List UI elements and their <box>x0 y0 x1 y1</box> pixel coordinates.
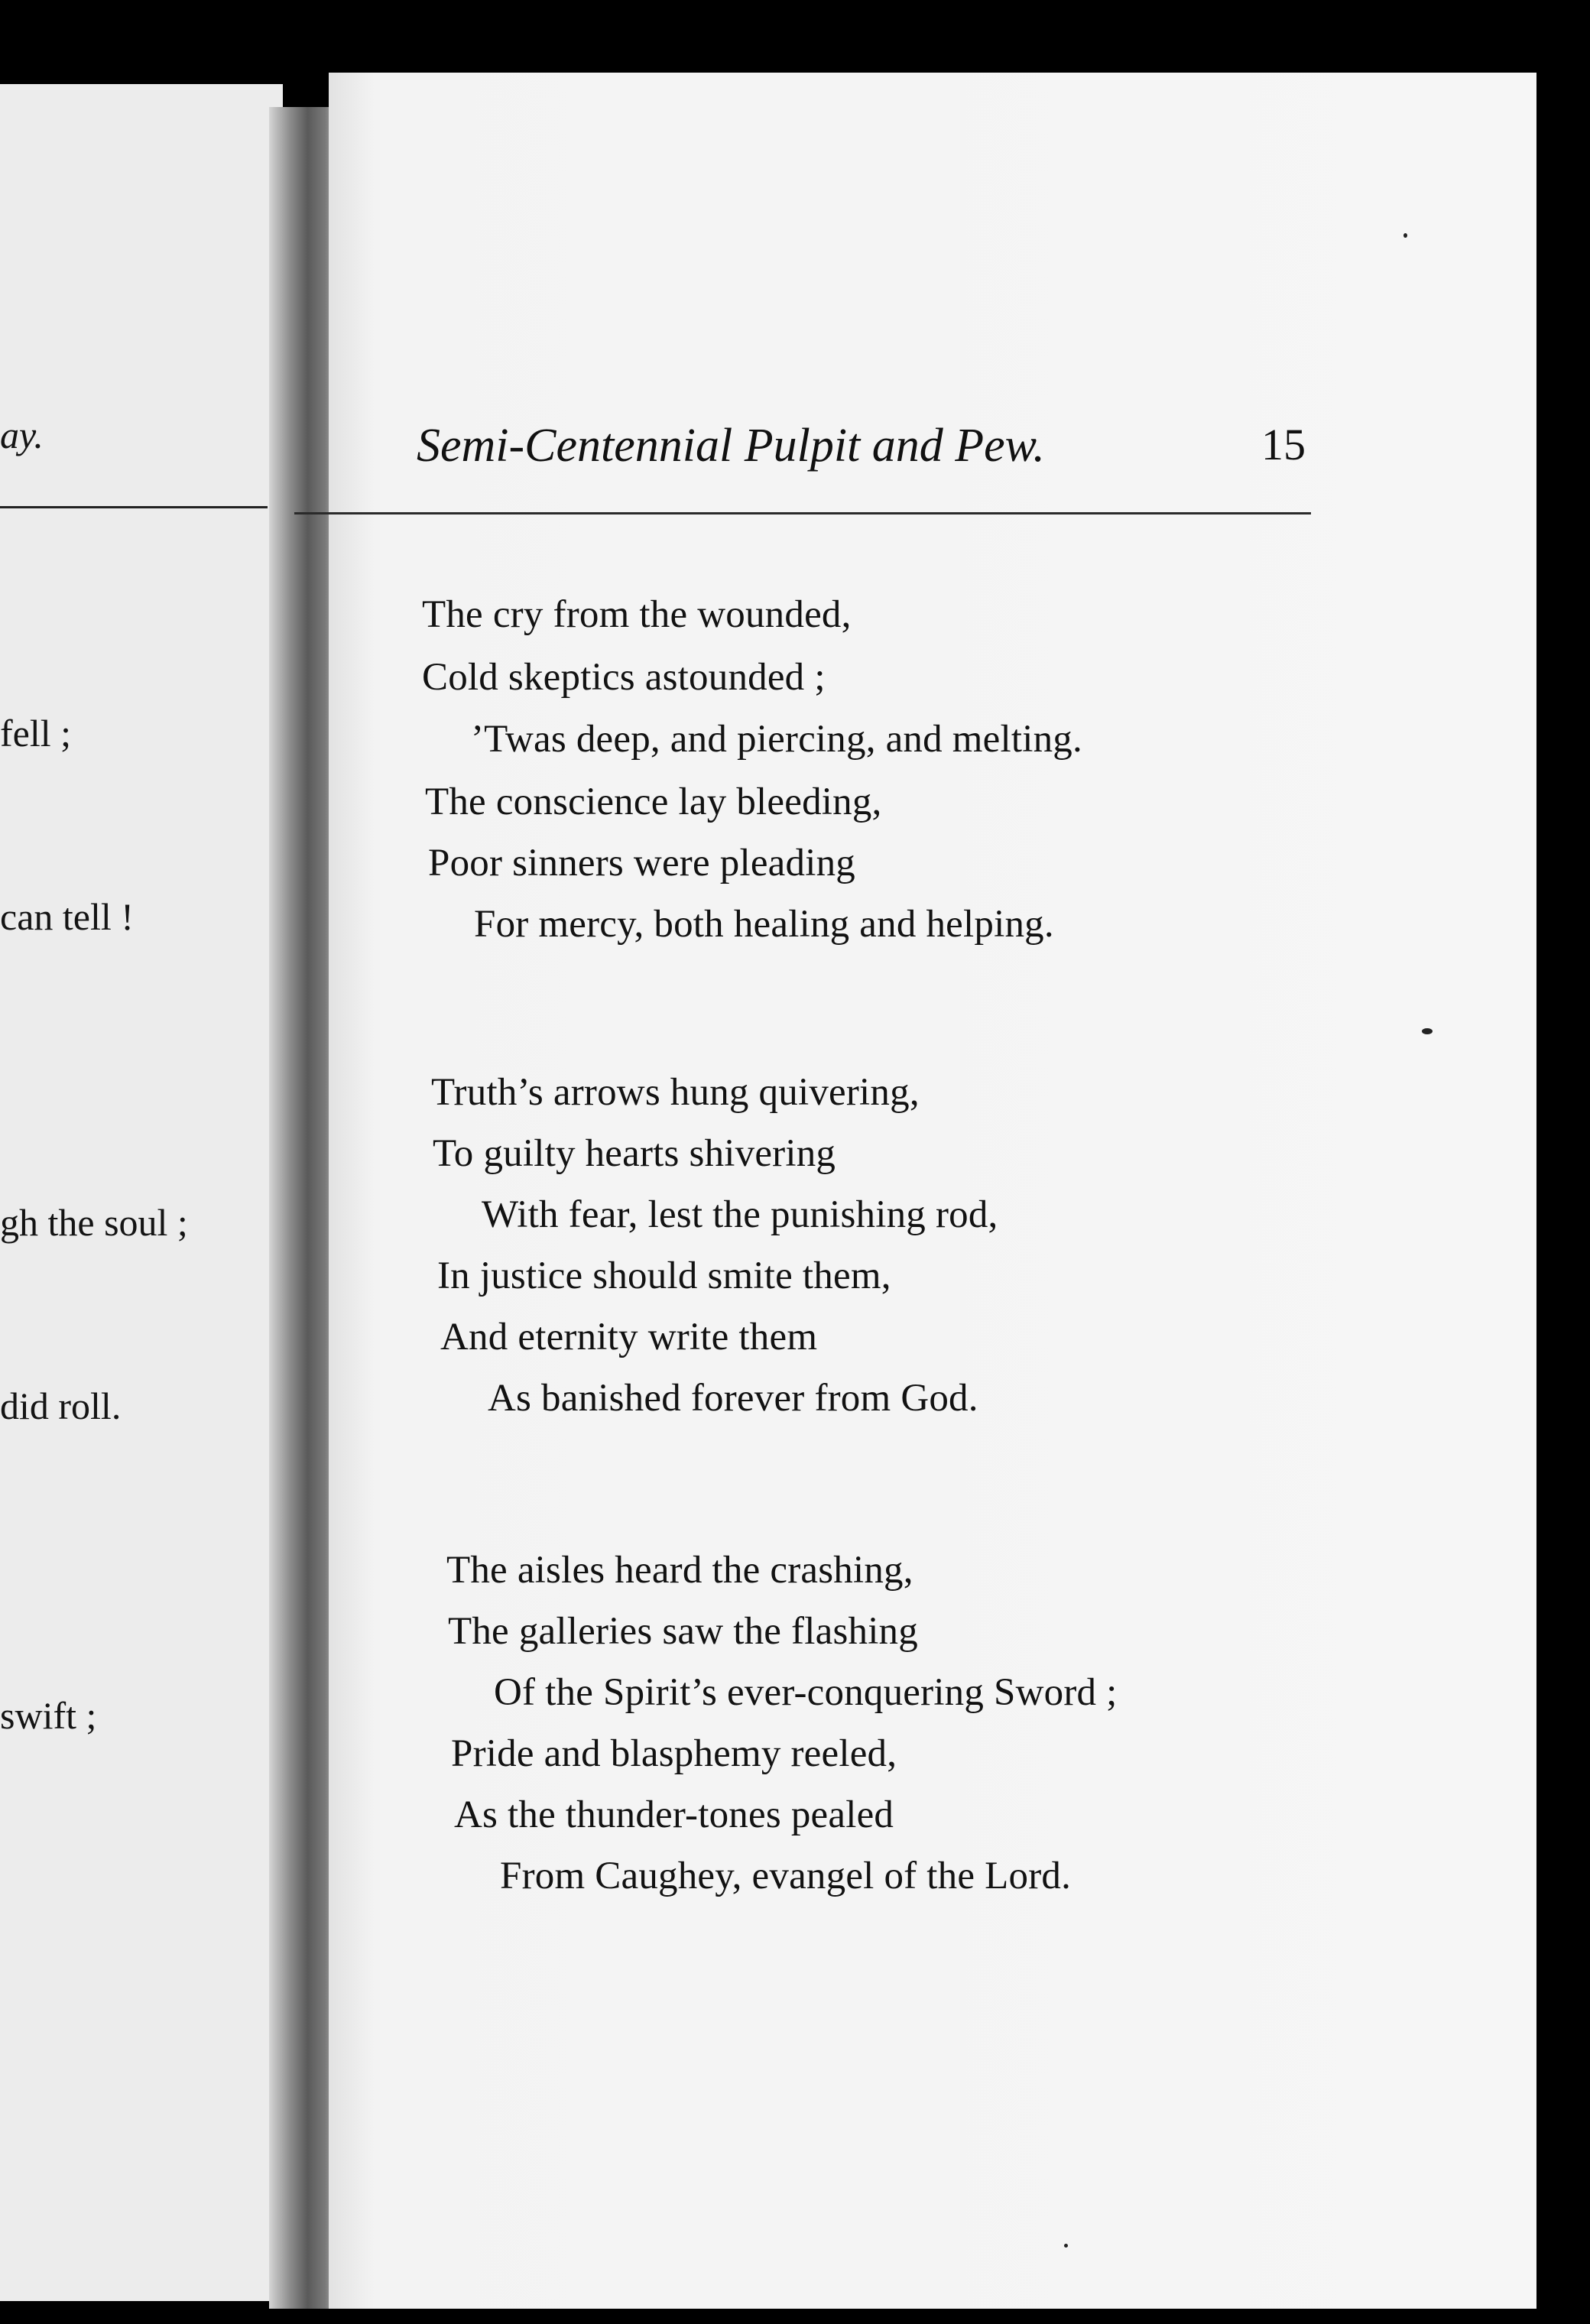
poem-line: The aisles heard the crashing, <box>446 1549 913 1592</box>
left-line-fragment: swift ; <box>0 1694 97 1737</box>
poem-line: And eternity write them <box>440 1316 818 1358</box>
poem-line: To guilty hearts shivering <box>433 1132 836 1175</box>
poem-line: Pride and blasphemy reeled, <box>451 1732 897 1775</box>
left-line-fragment: can tell ! <box>0 895 134 938</box>
poem-line: Truth’s arrows hung quivering, <box>431 1071 920 1114</box>
poem-line: With fear, lest the punishing rod, <box>482 1193 998 1236</box>
poem-line: The conscience lay bleeding, <box>425 781 882 823</box>
poem-line: In justice should smite them, <box>437 1255 891 1297</box>
poem-line: Cold skeptics astounded ; <box>422 656 826 699</box>
left-line-fragment: gh the soul ; <box>0 1201 188 1244</box>
scan-speck <box>1064 2244 1068 2248</box>
page-number: 15 <box>1261 420 1306 469</box>
poem-line: From Caughey, evangel of the Lord. <box>500 1855 1072 1897</box>
poem-line: For mercy, both healing and helping. <box>474 903 1054 946</box>
poem-line: ’Twas deep, and piercing, and melting. <box>471 718 1082 761</box>
poem-line: Poor sinners were pleading <box>428 842 855 884</box>
poem-line: The galleries saw the flashing <box>448 1610 918 1653</box>
scan-speck <box>1403 233 1407 238</box>
poem-line: As the thunder-tones pealed <box>454 1793 894 1836</box>
left-facing-page <box>0 84 283 2301</box>
poem-line: Of the Spirit’s ever-conquering Sword ; <box>494 1671 1118 1714</box>
poem-line: The cry from the wounded, <box>422 593 852 636</box>
right-page <box>329 73 1536 2309</box>
left-line-fragment: did roll. <box>0 1384 122 1427</box>
scan-speck <box>1422 1028 1433 1034</box>
left-head-rule <box>0 506 268 508</box>
left-running-head-fragment: ay. <box>0 414 44 456</box>
running-head-rule <box>294 512 1311 514</box>
poem-line: As banished forever from God. <box>488 1377 978 1420</box>
left-line-fragment: fell ; <box>0 712 72 755</box>
running-head: Semi-Centennial Pulpit and Pew. <box>417 420 1045 472</box>
